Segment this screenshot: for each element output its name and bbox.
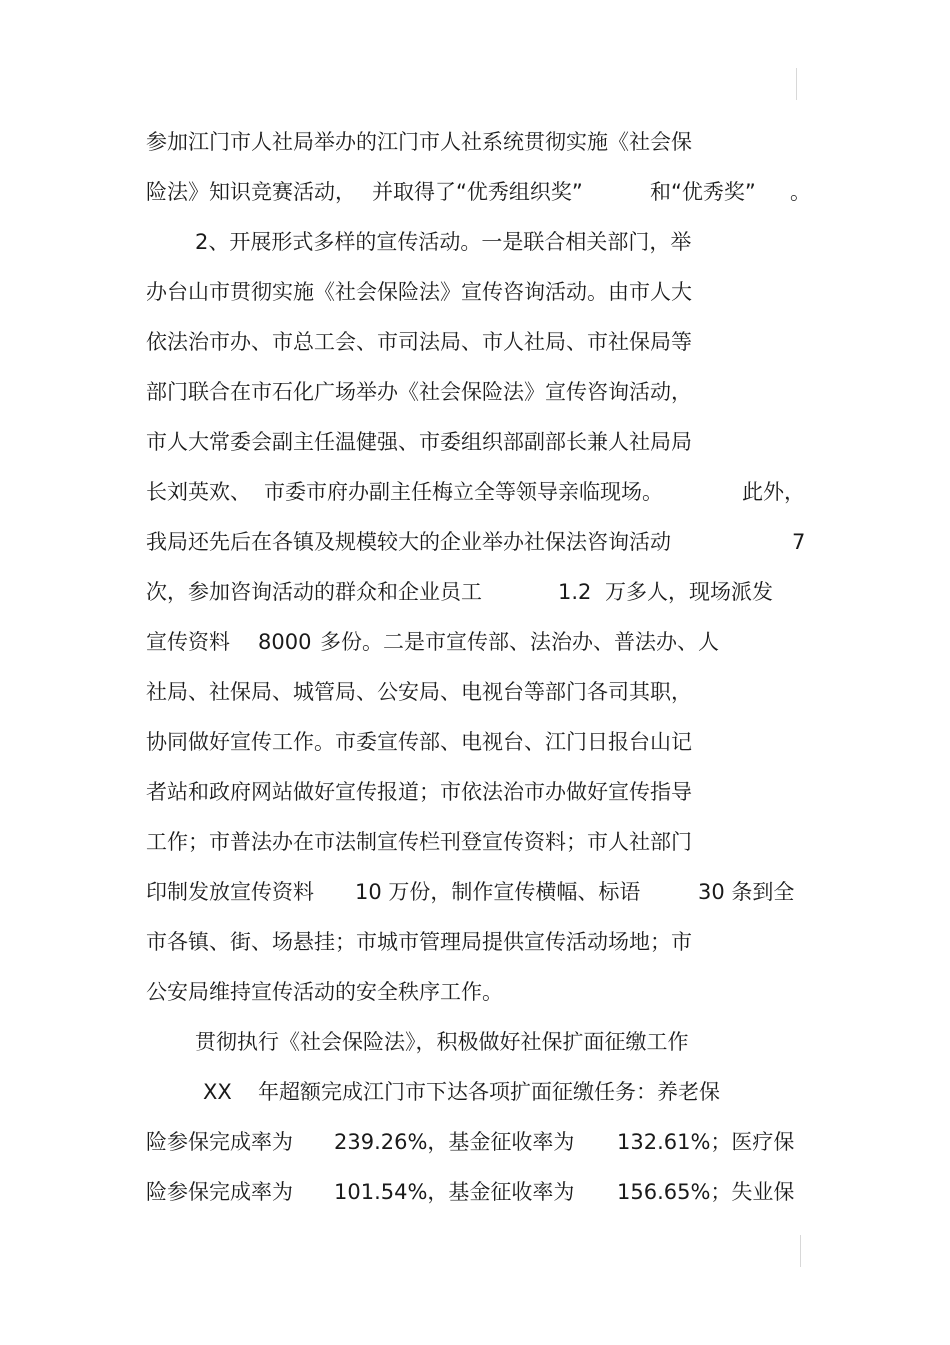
text-segment: 7 (792, 530, 806, 554)
text-segment: 协同做好宣传工作。市委宣传部、电视台、江门日报台山记 (146, 730, 692, 754)
text-segment: 长刘英欢、 (146, 480, 251, 504)
text-segment: 社局、社保局、城管局、公安局、电视台等部门各司其职， (146, 680, 692, 704)
text-segment: 参加江门市人社局举办的江门市人社系统贯彻实施《社会保 (146, 130, 692, 154)
text-segment: 险参保完成率为 (146, 1180, 293, 1204)
text-segment: 工作；市普法办在市法制宣传栏刊登宣传资料；市人社部门 (146, 830, 692, 854)
text-segment: 并取得了“优秀组织奖” (372, 180, 583, 204)
text-segment: 我局还先后在各镇及规模较大的企业举办社保法咨询活动 (146, 530, 671, 554)
text-segment: 2、开展形式多样的宣传活动。一是联合相关部门，举 (195, 230, 692, 254)
text-segment: 者站和政府网站做好宣传报道；市依法治市办做好宣传指导 (146, 780, 692, 804)
text-segment: 8000 (258, 630, 312, 654)
text-segment: 此外， (742, 480, 805, 504)
text-segment: 30 条到全 (698, 880, 795, 904)
text-segment: 132.61%；医疗保 (617, 1130, 795, 1154)
text-segment: 101.54%，基金征收率为 (334, 1180, 575, 1204)
text-segment: 239.26%，基金征收率为 (334, 1130, 575, 1154)
text-segment: 。 (790, 180, 811, 204)
text-segment: 和“优秀奖” (650, 180, 756, 204)
text-segment: 险参保完成率为 (146, 1130, 293, 1154)
text-segment: 1.2 (558, 580, 592, 604)
text-segment: 市人大常委会副主任温健强、市委组织部副部长兼人社局局 (146, 430, 692, 454)
text-segment: 公安局维持宣传活动的安全秩序工作。 (146, 980, 503, 1004)
text-segment: 险法》知识竞赛活动， (146, 180, 356, 204)
text-segment: 依法治市办、市总工会、市司法局、市人社局、市社保局等 (146, 330, 692, 354)
text-segment: 年超额完成江门市下达各项扩面征缴任务：养老保 (258, 1080, 720, 1104)
text-segment: 多份。二是市宣传部、法治办、普法办、人 (320, 630, 719, 654)
page-edge-mark-bottom (800, 1235, 801, 1267)
text-segment: 部门联合在市石化广场举办《社会保险法》宣传咨询活动， (146, 380, 692, 404)
page-edge-mark-top (796, 68, 797, 100)
text-segment: 156.65%；失业保 (617, 1180, 795, 1204)
text-segment: XX (203, 1080, 232, 1104)
text-segment: 10 万份，制作宣传横幅、标语 (355, 880, 641, 904)
text-segment: 宣传资料 (146, 630, 230, 654)
text-segment: 市委市府办副主任梅立全等领导亲临现场。 (264, 480, 663, 504)
text-segment: 市各镇、街、场悬挂；市城市管理局提供宣传活动场地；市 (146, 930, 692, 954)
text-segment: 万多人，现场派发 (605, 580, 773, 604)
text-segment: 印制发放宣传资料 (146, 880, 314, 904)
text-segment: 次，参加咨询活动的群众和企业员工 (146, 580, 482, 604)
text-segment: 办台山市贯彻实施《社会保险法》宣传咨询活动。由市人大 (146, 280, 692, 304)
text-segment: 贯彻执行《社会保险法》，积极做好社保扩面征缴工作 (195, 1030, 689, 1054)
